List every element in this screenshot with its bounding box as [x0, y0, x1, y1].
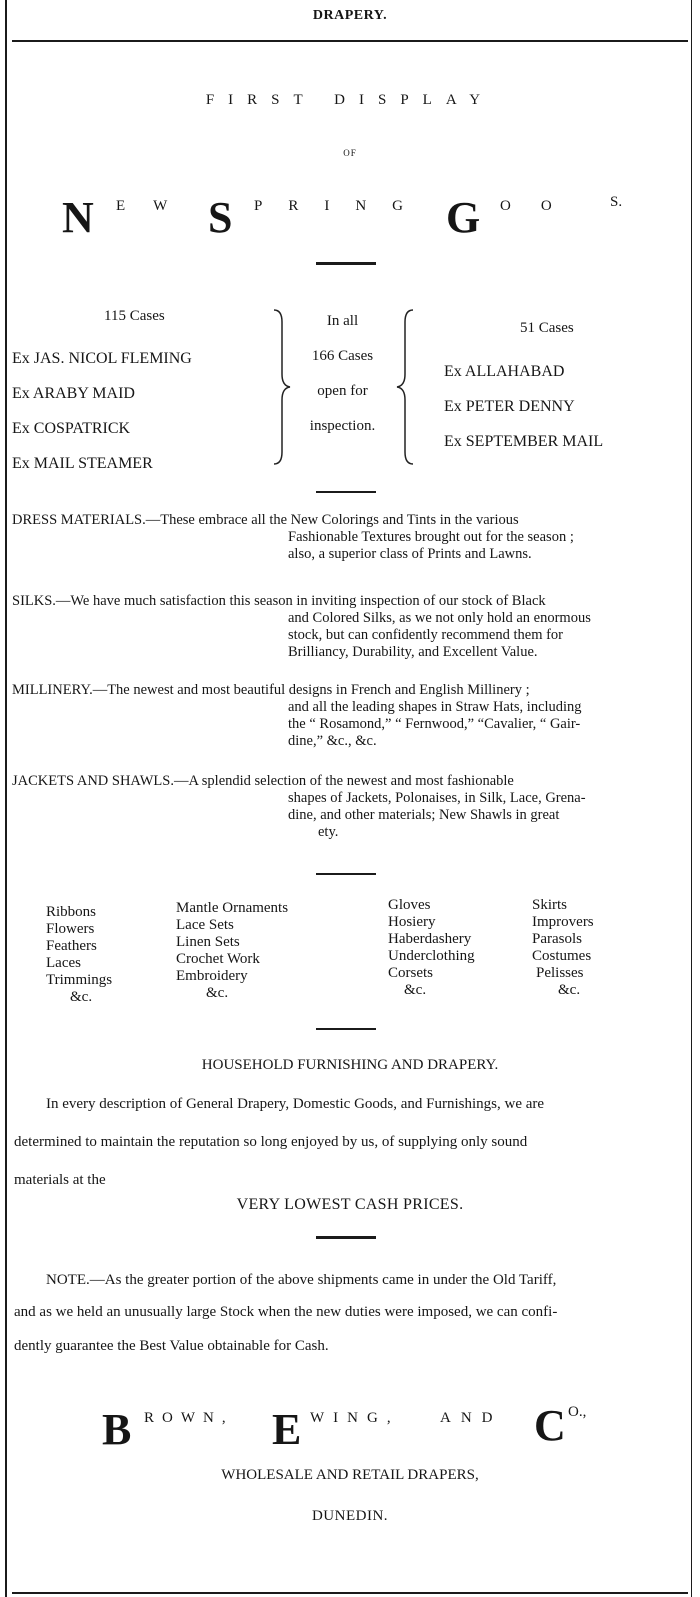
list-item: Skirts	[532, 897, 568, 913]
right-ship-list	[444, 354, 603, 459]
list-item: Underclothing	[388, 948, 475, 964]
divider-2	[316, 491, 376, 493]
household-line-3: materials at the	[14, 1172, 106, 1188]
middle-summary	[290, 304, 395, 444]
household-title: HOUSEHOLD FURNISHING AND DRAPERY.	[201, 1057, 499, 1073]
divider-5	[316, 1236, 376, 1239]
department-millinery: MILLINERY.—The newest and most beautiful designs in French and English Millinery ; and all the leading shapes in Straw Hats, including the “ Rosamond,” “ Fernwood,” “Cavalier, “ Gair- dine,” &c., &c.	[12, 682, 582, 749]
summary-line: open for	[317, 383, 368, 399]
household-line-2: determined to maintain the reputation so long enjoyed by us, of supplying only sound	[14, 1134, 528, 1150]
list-item: Gloves	[388, 897, 431, 913]
list-item: Improvers	[532, 914, 594, 930]
list-item: Ex ALLAHABAD	[444, 363, 565, 380]
note-line-2: and as we held an unusually large Stock when the new duties were imposed, we can confi-	[14, 1304, 558, 1320]
summary-line: 166 Cases	[311, 348, 374, 364]
list-item: Mantle Ornaments	[176, 900, 289, 916]
list-item: Ex PETER DENNY	[444, 398, 575, 415]
firm-tagline: WHOLESALE AND RETAIL DRAPERS,	[221, 1467, 479, 1483]
firm-name: B ROWN, E WING, AND C O.,	[102, 1401, 587, 1454]
list-item: &c.	[558, 982, 581, 998]
list-item: Ex SEPTEMBER MAIL	[444, 433, 604, 450]
list-item: Hosiery	[388, 914, 436, 930]
list-item: Embroidery	[176, 968, 248, 984]
summary-line: In all	[326, 313, 359, 329]
list-item: Costumes	[532, 948, 592, 964]
note-line-1: NOTE.—As the greater portion of the above shipments came in under the Old Tariff,	[46, 1272, 557, 1288]
item-list-1	[46, 904, 112, 1006]
list-item: &c.	[70, 989, 93, 1005]
list-item: Corsets	[388, 965, 433, 981]
section-header: DRAPERY.	[312, 8, 388, 23]
department-jackets-shawls: JACKETS AND SHAWLS.—A splendid selection of the newest and most fashionable shapes of Jackets, Polonaises, in Silk, Lace, Grena- dine, and other materials; New Shawls in great ety.	[12, 773, 586, 840]
list-item: Haberdashery	[388, 931, 472, 947]
list-item: Trimmings	[46, 972, 113, 988]
list-item: Ex MAIL STEAMER	[12, 455, 153, 472]
divider-3	[316, 873, 376, 875]
list-item: &c.	[404, 982, 427, 998]
list-item: Pelisses	[536, 965, 584, 981]
list-item: Ex ARABY MAID	[12, 385, 135, 402]
list-item: Lace Sets	[176, 917, 234, 933]
list-item: Feathers	[46, 938, 97, 954]
list-item: Flowers	[46, 921, 95, 937]
headline-of: OF	[343, 148, 357, 158]
left-brace	[270, 308, 292, 466]
list-item: Crochet Work	[176, 951, 260, 967]
item-list-3	[388, 897, 475, 999]
department-silks: SILKS.—We have much satisfaction this season in inviting inspection of our stock of Black and Colored Silks, as we not only hold an enormous stock, but can confidently recommend them for Brilliancy, Durability, and Excellent Value.	[12, 593, 591, 660]
summary-line: inspection.	[309, 418, 376, 434]
department-dress-materials: DRESS MATERIALS.—These embrace all the New Colorings and Tints in the various Fashionable Textures brought out for the season ; also, a superior class of Prints and Lawns.	[12, 512, 574, 562]
firm-city: DUNEDIN.	[311, 1508, 389, 1524]
bottom-rule	[12, 1592, 688, 1594]
headline-first-display: FIRST DISPLAY	[205, 92, 495, 108]
list-item: Ex JAS. NICOL FLEMING	[12, 350, 192, 367]
item-list-2	[176, 900, 288, 1002]
list-item: Ex COSPATRICK	[12, 420, 131, 437]
right-brace	[395, 308, 417, 466]
list-item: Laces	[46, 955, 81, 971]
item-list-4	[532, 897, 594, 999]
divider-4	[316, 1028, 376, 1030]
note-line-3: dently guarantee the Best Value obtainable for Cash.	[14, 1338, 329, 1354]
divider-1	[316, 262, 376, 265]
list-item: Parasols	[532, 931, 582, 947]
household-line-1: In every description of General Drapery, Domestic Goods, and Furnishings, we are	[46, 1096, 545, 1112]
list-item: &c.	[206, 985, 229, 1001]
headline-new-spring-goods: N EW S PRING G OO S.	[62, 193, 623, 242]
left-case-count: 115 Cases	[104, 308, 165, 324]
list-item: Linen Sets	[176, 934, 240, 950]
header-rule	[12, 40, 688, 42]
list-item: Ribbons	[46, 904, 97, 920]
left-ship-list	[12, 341, 192, 481]
right-case-count: 51 Cases	[520, 320, 574, 336]
prices-heading: VERY LOWEST CASH PRICES.	[236, 1196, 464, 1213]
